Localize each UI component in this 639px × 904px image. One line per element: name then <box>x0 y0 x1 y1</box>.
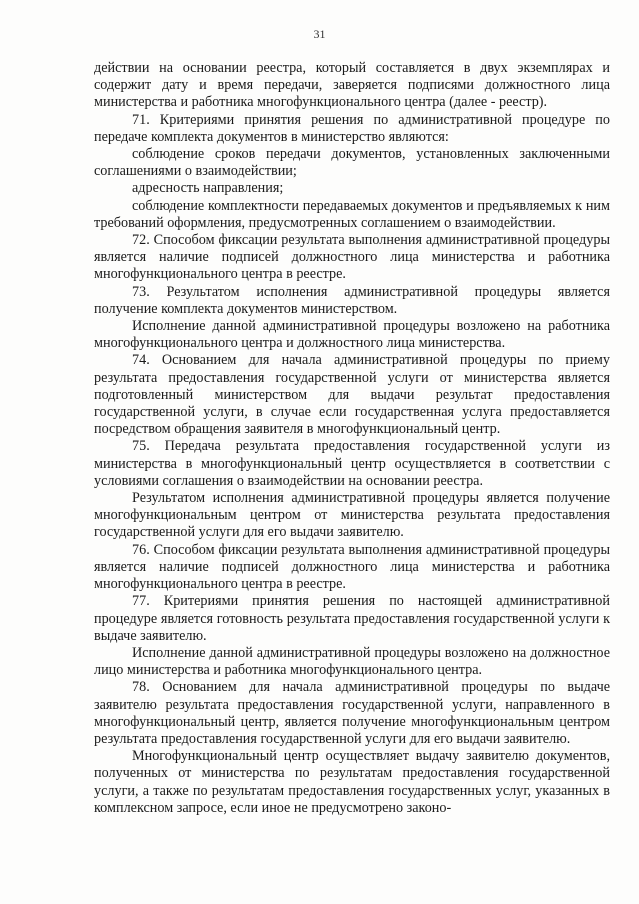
paragraph: 75. Передача результата предоставления государственной услуги из министерства в многофункциональный центр осуществляется в соответствии с условиями соглашения о взаимодействии на основании реестра. <box>94 438 610 489</box>
page-number: 31 <box>313 27 326 41</box>
paragraph: соблюдение комплектности передаваемых документов и предъявляемых к ним требований оформления, предусмотренных соглашением о взаимодействии. <box>94 197 610 231</box>
paragraph: 74. Основанием для начала административной процедуры по приему результата предоставления государственной услуги от министерства является подготовленный министерством для выдачи результат предоставления государственной услуги, в случае если государственная услуга предоставляется посредством обращения заявителя в многофункциональный центр. <box>94 352 610 438</box>
paragraph: Исполнение данной административной процедуры возложено на должностное лицо министерства и работника многофункционального центра. <box>94 644 610 679</box>
paragraph: 78. Основанием для начала административной процедуры по выдаче заявителю результата предоставления государственной услуги, направленного в многофункциональный центр, является получение многофункциональным центром результата предоставления государственной услуги для его выдачи заявителю. <box>94 679 610 747</box>
paragraph: адресность направления; <box>132 180 284 197</box>
paragraph: 72. Способом фиксации результата выполнения административной процедуры является наличие подписей должностного лица министерства и работника многофункционального центра в реестре. <box>94 232 610 283</box>
paragraph: 76. Способом фиксации результата выполнения административной процедуры является наличие подписей должностного лица министерства и работника многофункционального центра в реестре. <box>94 541 610 593</box>
paragraph: 77. Критериями принятия решения по настоящей административной процедуре является готовность результата предоставления государственной услуги к выдаче заявителю. <box>94 593 610 644</box>
paragraph: Многофункциональный центр осуществляет выдачу заявителю документов, полученных от министерства по результатам предоставления государственной услуги, а также по результатам предоставления государственных услуг, указанных в комплексном запросе, если иное не предусмотрено законо- <box>94 748 610 816</box>
paragraph: действии на основании реестра, который составляется в двух экземплярах и содержит дату и время передачи, заверяется подписями должностного лица министерства и работника многофункционального центра (далее - реестр). <box>94 60 610 111</box>
paragraph: 71. Критериями принятия решения по административной процедуре по передаче комплекта документов в министерство являются: <box>94 111 610 145</box>
paragraph: соблюдение сроков передачи документов, установленных заключенными соглашениями о взаимодействии; <box>94 146 610 180</box>
paragraph: Результатом исполнения административной процедуры является получение многофункциональным центром от министерства результата предоставления государственной услуги для его выдачи заявителю. <box>94 490 610 541</box>
paragraph: 73. Результатом исполнения административной процедуры является получение комплекта документов министерством. <box>94 283 610 317</box>
document-body <box>94 60 610 817</box>
paragraph: Исполнение данной административной процедуры возложено на работника многофункционального центра и должностного лица министерства. <box>94 318 610 352</box>
